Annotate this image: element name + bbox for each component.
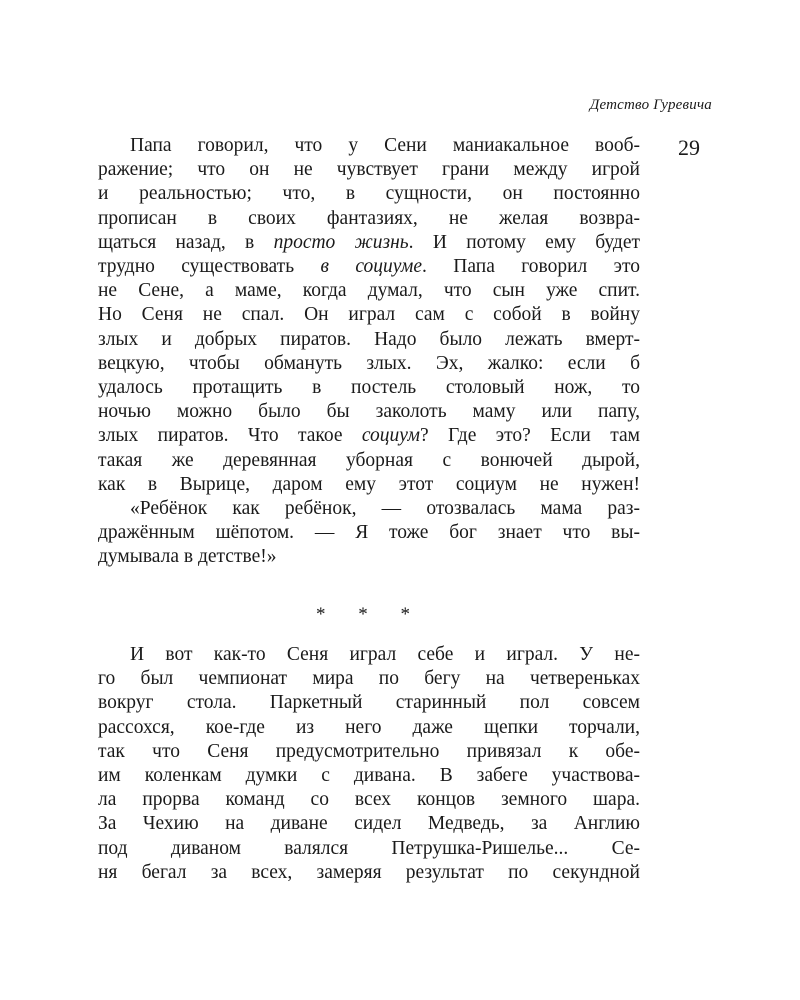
text-line: думывала в детстве!» — [98, 546, 277, 568]
text-line: рассохся, кое-где из него даже щепки торчали, — [98, 716, 640, 738]
text-line: ня бегал за всех, замеряя результат по секундной — [98, 861, 640, 883]
text-run: щаться назад, в — [98, 231, 274, 253]
text-line: вокруг стола. Паркетный старинный пол совсем — [98, 692, 640, 714]
text-line: под диваном валялся Петрушка-Ришелье... Се- — [98, 837, 640, 859]
text-line: дражённым шёпотом. — Я тоже бог знает что вы- — [98, 522, 640, 544]
text-line: такая же деревянная уборная с вонючей дырой, — [98, 449, 640, 471]
text-line — [98, 255, 640, 279]
italic-text: просто жизнь — [273, 231, 409, 253]
text-run: ? Где это? Если там — [419, 425, 640, 447]
page-number: 29 — [678, 135, 700, 160]
text-line: злых и добрых пиратов. Надо было лежать вмерт- — [98, 328, 640, 350]
text-run: трудно существовать — [98, 256, 321, 278]
text-line: и реальностью; что, в сущности, он постоянно — [98, 183, 640, 205]
italic-text: в социуме — [320, 256, 423, 278]
text-run: . И потому ему будет — [408, 231, 640, 253]
text-line — [98, 424, 640, 448]
text-line: ночью можно было бы заколоть маму или папу, — [98, 401, 640, 423]
text-run: злых пиратов. Что такое — [98, 425, 362, 447]
text-line: удалось протащить в постель столовый нож, то — [98, 377, 640, 399]
text-line: им коленкам думки с дивана. В забеге участвова- — [98, 765, 640, 787]
italic-text: социум — [361, 425, 420, 447]
text-line: И вот как-то Сеня играл себе и играл. У не- — [130, 644, 640, 665]
text-run: . Папа говорил это — [422, 256, 640, 278]
text-line — [98, 231, 640, 255]
text-line: прописан в своих фантазиях, не желая возвра- — [98, 207, 640, 229]
text-line: «Ребёнок как ребёнок, — отозвалась мама раз- — [130, 498, 640, 520]
text-line: ла прорва команд со всех концов земного шара. — [98, 789, 640, 811]
running-head-title: Детство Гуревича — [589, 97, 712, 113]
text-line: ражение; что он не чувствует грани между игрой — [98, 159, 640, 181]
text-line: го был чемпионат мира по бегу на четвереньках — [98, 668, 640, 690]
text-line: За Чехию на диване сидел Медведь, за Англию — [98, 813, 640, 835]
paragraph-block-1 — [98, 134, 640, 570]
section-separator: * * * — [316, 604, 424, 625]
text-line: Папа говорил, что у Сени маниакальное вооб- — [130, 135, 640, 156]
paragraph-block-2 — [98, 643, 640, 885]
text-line: Но Сеня не спал. Он играл сам с собой в войну — [98, 304, 640, 326]
text-line: как в Вырице, даром ему этот социум не нужен! — [98, 473, 640, 495]
text-line: не Сене, а маме, когда думал, что сын уже спит. — [98, 280, 640, 302]
text-line: вецкую, чтобы обмануть злых. Эх, жалко: если б — [98, 352, 640, 374]
text-line: так что Сеня предусмотрительно привязал к обе- — [98, 740, 640, 762]
